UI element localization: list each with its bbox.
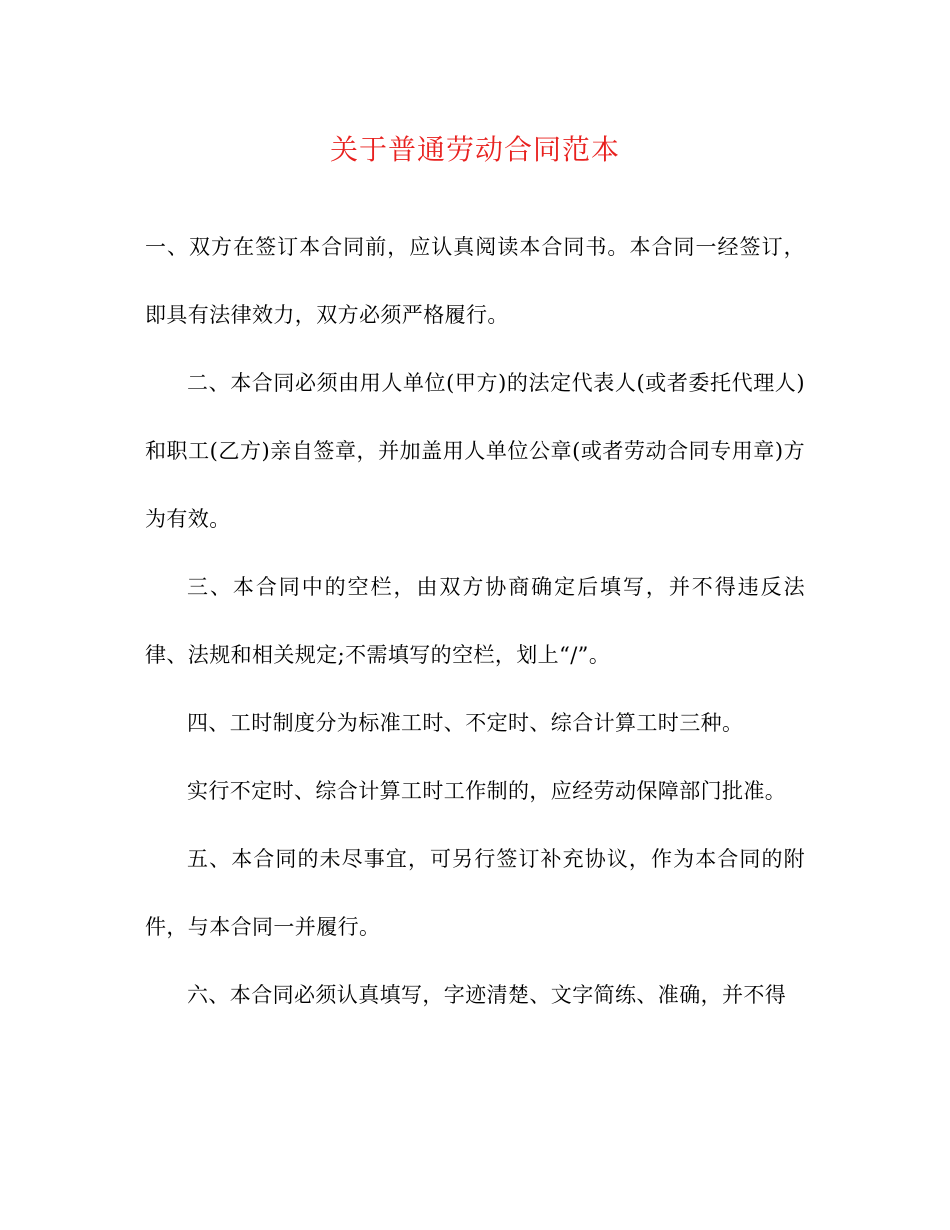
paragraph-5: 实行不定时、综合计算工时工作制的，应经劳动保障部门批准。 bbox=[187, 779, 787, 803]
document-body bbox=[145, 213, 805, 1029]
paragraph-4: 四、工时制度分为标准工时、不定时、综合计算工时三种。 bbox=[187, 711, 744, 735]
paragraph-6: 五、本合同的未尽事宜，可另行签订补充协议，作为本合同的附件，与本合同一并履行。 bbox=[145, 847, 805, 939]
paragraph-2: 二、本合同必须由用人单位(甲方)的法定代表人(或者委托代理人)和职工(乙方)亲自签章，并加盖用人单位公章(或者劳动合同专用章)方为有效。 bbox=[145, 371, 805, 531]
document-title: 关于普通劳动合同范本 bbox=[329, 133, 620, 166]
paragraph-7: 六、本合同必须认真填写，字迹清楚、文字简练、准确，并不得 bbox=[187, 983, 787, 1007]
paragraph-3: 三、本合同中的空栏，由双方协商确定后填写，并不得违反法律、法规和相关规定;不需填写的空栏，划上“/”。 bbox=[145, 575, 805, 667]
paragraph-1: 一、双方在签订本合同前，应认真阅读本合同书。本合同一经签订，即具有法律效力，双方必须严格履行。 bbox=[145, 235, 805, 327]
